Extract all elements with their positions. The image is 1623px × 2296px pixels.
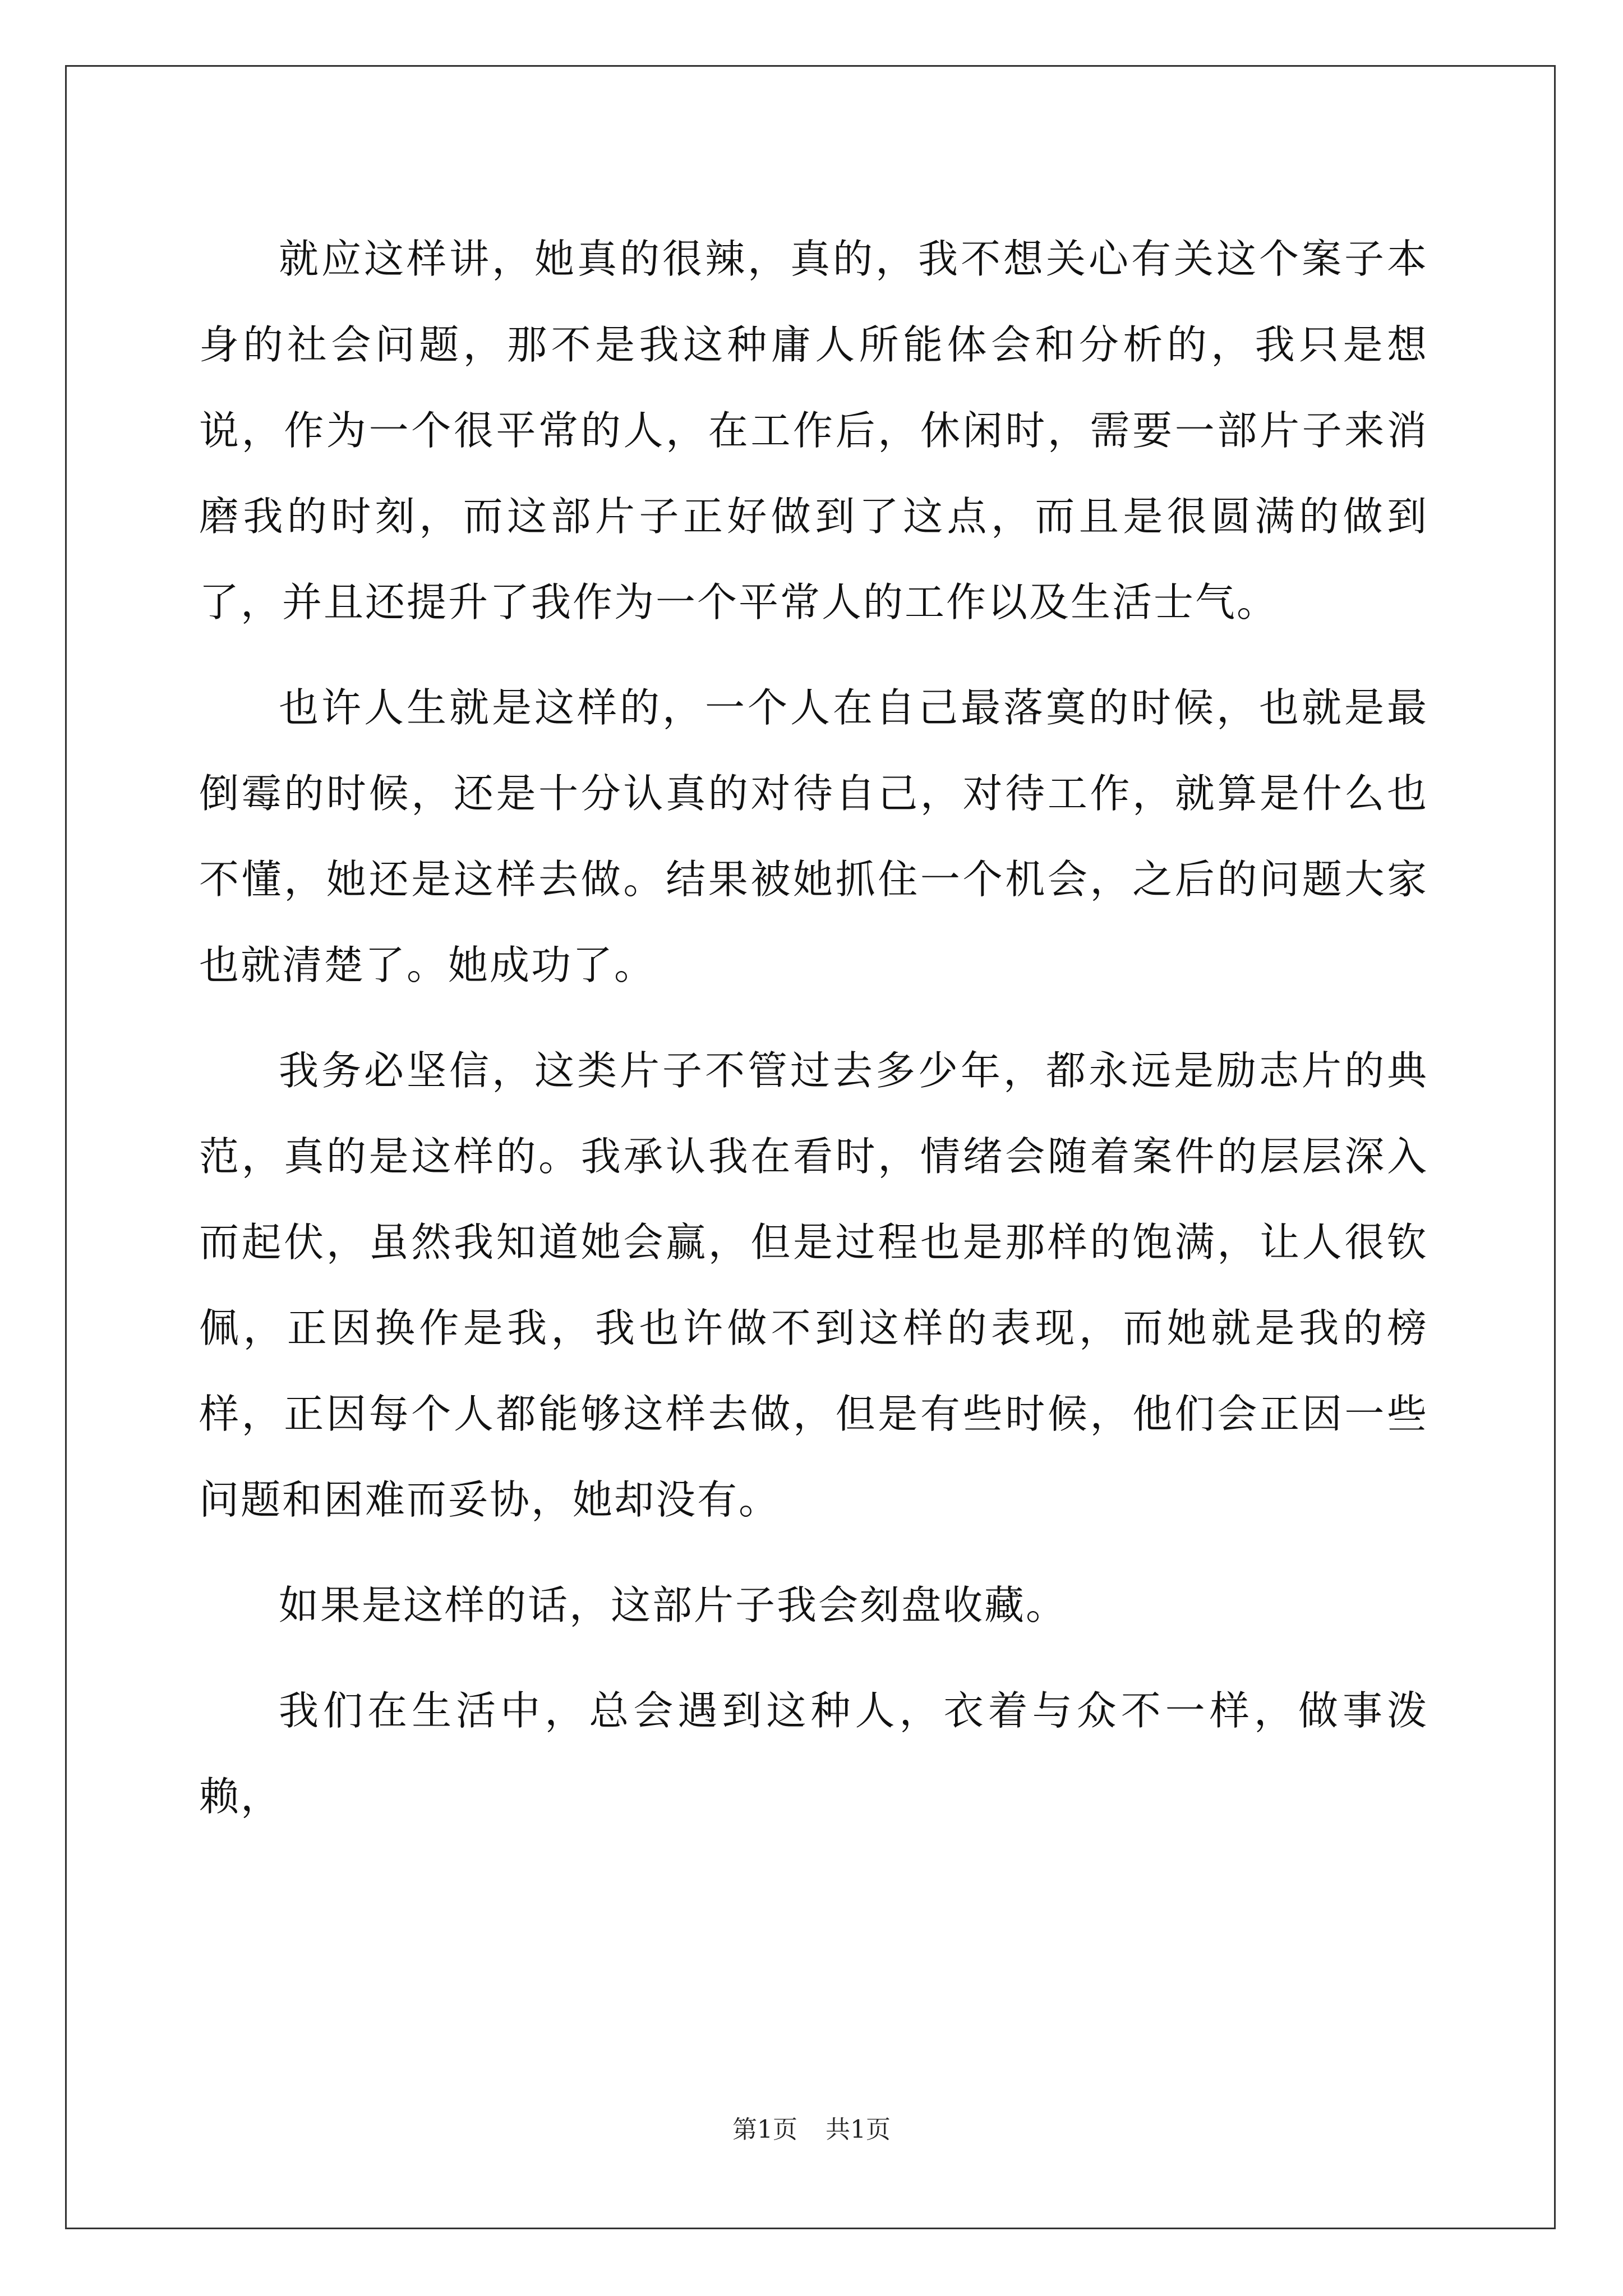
page-count: 共1页 [826,2115,891,2144]
document-body [199,216,1428,1859]
page-footer [0,2109,1623,2145]
paragraph-2: 也许人生就是这样的，一个人在自己最落寞的时候，也就是最倒霉的时候，还是十分认真的对待自己，对待工作，就算是什么也不懂，她还是这样去做。结果被她抓住一个机会，之后的问题大家也就清楚了。她成功了。 [199,684,1428,988]
page-number: 第1页 [732,2115,797,2144]
paragraph-3: 我务必坚信，这类片子不管过去多少年，都永远是励志片的典范，真的是这样的。我承认我在看时，情绪会随着案件的层层深入而起伏，虽然我知道她会赢，但是过程也是那样的饱满，让人很钦佩，正因换作是我，我也许做不到这样的表现，而她就是我的榜样，正因每个人都能够这样去做，但是有些时候，他们会正因一些问题和困难而妥协，她却没有。 [199,1047,1428,1523]
paragraph-5: 我们在生活中，总会遇到这种人，衣着与众不一样，做事泼赖， [199,1687,1428,1820]
paragraph-4: 如果是这样的话，这部片子我会刻盘收藏。 [279,1582,1068,1628]
paragraph-1: 就应这样讲，她真的很辣，真的，我不想关心有关这个案子本身的社会问题，那不是我这种庸人所能体会和分析的，我只是想说，作为一个很平常的人，在工作后，休闲时，需要一部片子来消磨我的时刻，而这部片子正好做到了这点，而且是很圆满的做到了，并且还提升了我作为一个平常人的工作以及生活士气。 [199,236,1428,625]
